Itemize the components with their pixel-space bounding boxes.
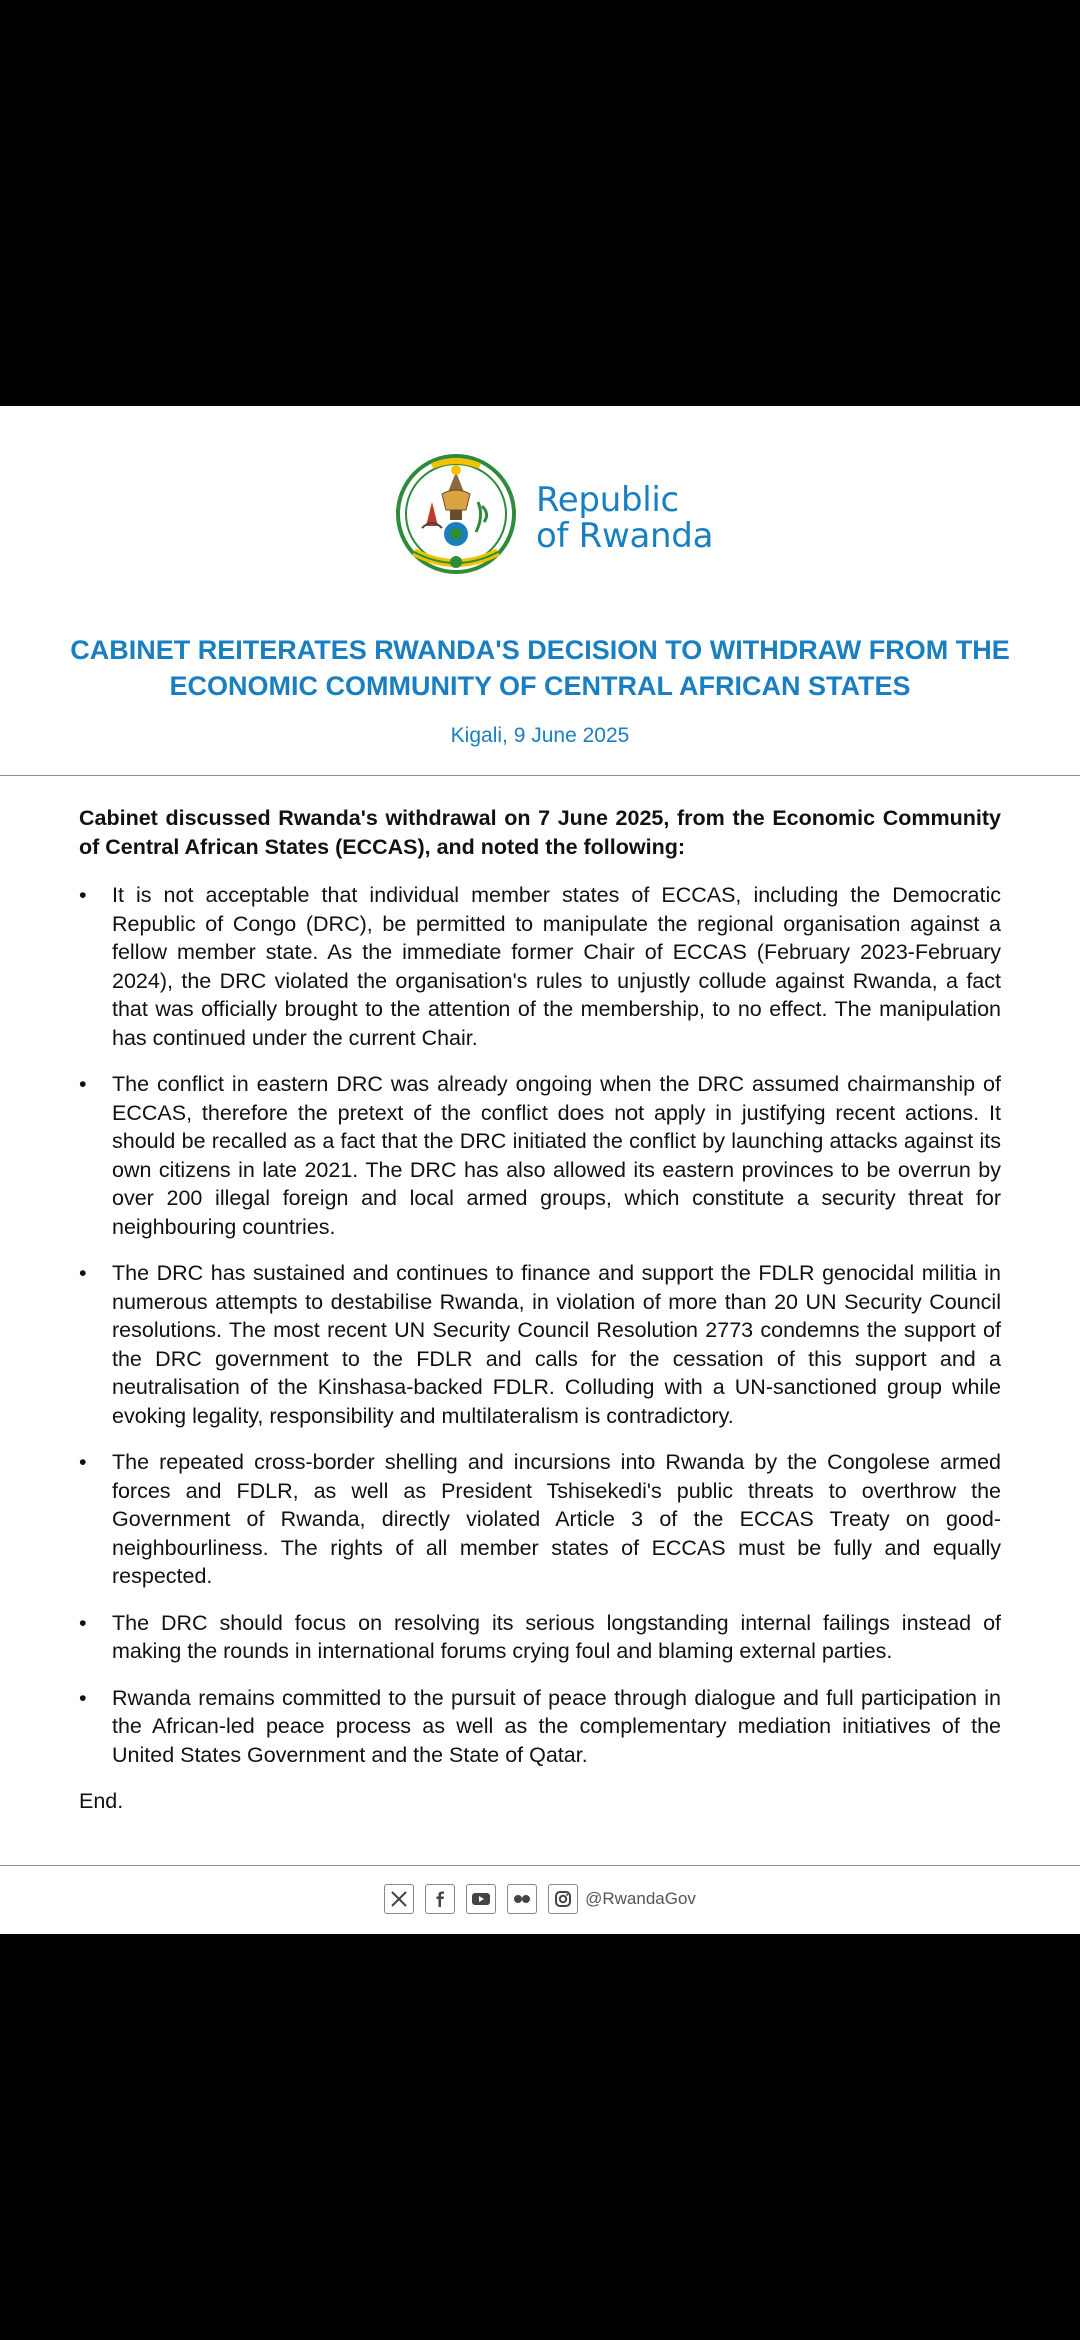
dateline: Kigali, 9 June 2025: [450, 724, 630, 747]
bullet-marker: •: [79, 1261, 87, 1285]
list-item: [79, 1448, 1001, 1591]
list-item: [79, 1259, 1001, 1430]
page-title: CABINET REITERATES RWANDA'S DECISION TO WITHDRAW FROM THE ECONOMIC COMMUNITY OF CENTRAL AFRICAN STATES: [70, 635, 1010, 701]
logo-line-2: of Rwanda: [536, 516, 714, 556]
list-item-text: The DRC should focus on resolving its serious longstanding internal failings instead of making the rounds in international forums crying foul and blaming external parties.: [112, 1610, 1001, 1663]
list-item-text: Rwanda remains committed to the pursuit of peace through dialogue and full participation in the African-led peace process as well as the complementary mediation initiatives of the United States Government and the State of Qatar.: [112, 1685, 1001, 1767]
instagram-icon: [548, 1884, 578, 1914]
points-list: [79, 881, 1001, 1769]
social-handle: @RwandaGov: [585, 1889, 696, 1908]
bullet-marker: •: [79, 883, 87, 907]
social-footer: [0, 1879, 1080, 1919]
logo-wordmark: [536, 482, 713, 554]
republic-of-rwanda-logo: [392, 452, 712, 584]
bullet-marker: •: [79, 1072, 87, 1096]
list-item: [79, 1609, 1001, 1666]
press-release-document: [0, 406, 1080, 1934]
header-divider: [0, 775, 1080, 776]
facebook-icon: [425, 1884, 455, 1914]
logo-line-1: Republic: [536, 480, 679, 520]
end-marker: End.: [79, 1789, 124, 1813]
x-icon: [384, 1884, 414, 1914]
list-item: [79, 1070, 1001, 1241]
list-item: [79, 881, 1001, 1052]
document-body: [79, 804, 1001, 1816]
intro-paragraph: Cabinet discussed Rwanda's withdrawal on 7 June 2025, from the Economic Community of Central African States (ECCAS), and noted the following:: [79, 806, 1001, 859]
list-item: [79, 1684, 1001, 1770]
footer-divider: [0, 1865, 1080, 1866]
list-item-text: The DRC has sustained and continues to finance and support the FDLR genocidal militia in numerous attempts to destabilise Rwanda, in violation of more than 20 UN Security Council resolutions. The most recent UN Security Council Resolution 2773 condemns the support of the DRC government to the FDLR and calls for the cessation of this support and a neutralisation of the Kinshasa-backed FDLR. Colluding with a UN-sanctioned group while evoking legality, responsibility and multilateralism is contradictory.: [112, 1261, 1001, 1428]
list-item-text: It is not acceptable that individual member states of ECCAS, including the Democratic Republic of Congo (DRC), be permitted to manipulate the regional organisation against a fellow member state. As the immediate former Chair of ECCAS (February 2023-February 2024), the DRC violated the organisation's rules to unjustly collude against Rwanda, a fact that was officially brought to the attention of the membership, to no effect. The manipulation has continued under the current Chair.: [112, 883, 1001, 1050]
bullet-marker: •: [79, 1685, 87, 1710]
list-item-text: The conflict in eastern DRC was already ongoing when the DRC assumed chairmanship of ECCAS, therefore the pretext of the conflict does not apply in justifying recent actions. It should be recalled as a fact that the DRC initiated the conflict by launching attacks against its own citizens in late 2021. The DRC has also allowed its eastern provinces to be overrun by over 200 illegal foreign and local armed groups, which constitute a security threat for neighbouring countries.: [112, 1072, 1001, 1239]
national-seal-icon: [392, 452, 520, 584]
bullet-marker: •: [79, 1450, 87, 1474]
youtube-icon: [466, 1884, 496, 1914]
list-item-text: The repeated cross-border shelling and incursions into Rwanda by the Congolese armed forces and FDLR, as well as President Tshisekedi's public threats to overthrow the Government of Rwanda, directly violated Article 3 of the ECCAS Treaty on good-neighbourliness. The rights of all member states of ECCAS must be fully and equally respected.: [112, 1450, 1001, 1588]
bullet-marker: •: [79, 1610, 87, 1635]
flickr-icon: [507, 1884, 537, 1914]
document-header: [0, 406, 1080, 776]
